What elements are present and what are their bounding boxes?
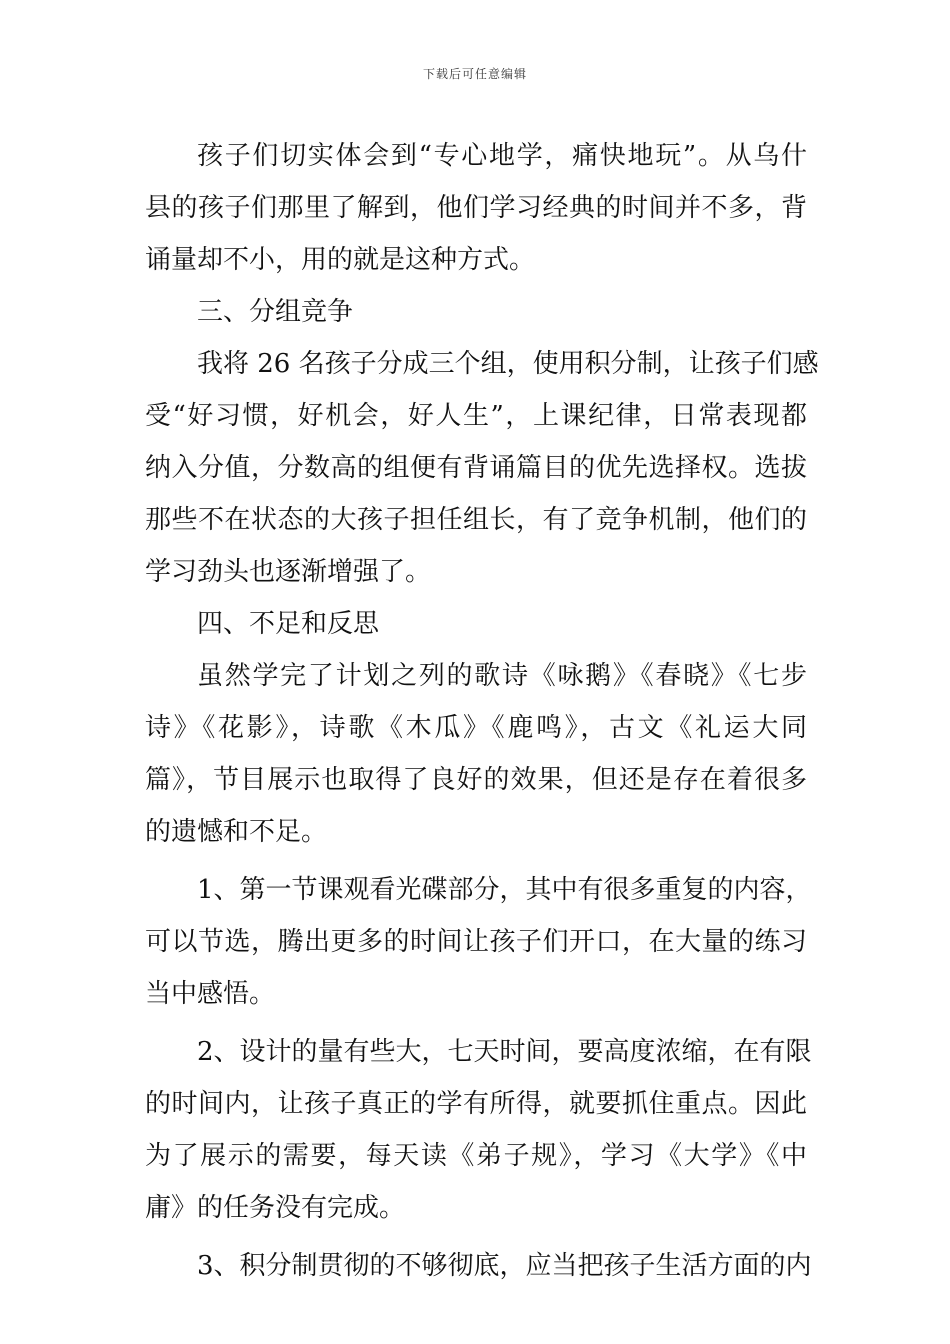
- paragraph: [145, 1026, 812, 1234]
- paragraph: [145, 650, 807, 858]
- text-line: 受“好习惯，好机会，好人生”，上课纪律，日常表现都: [145, 401, 807, 431]
- paragraph: [145, 338, 819, 598]
- text-line: 县的孩子们那里了解到，他们学习经典的时间并不多，背: [145, 193, 807, 223]
- text-line: 诗》《花影》，诗歌《木瓜》《鹿鸣》，古文《礼运大同: [145, 713, 807, 743]
- text-line: 那些不在状态的大孩子担任组长，有了竞争机制，他们的: [145, 505, 807, 535]
- text-line: 1、第一节课观看光碟部分，其中有很多重复的内容，: [197, 875, 812, 905]
- text-line: 学习劲头也逐渐增强了。: [145, 557, 432, 587]
- text-line: 的时间内，让孩子真正的学有所得，就要抓住重点。因此: [145, 1089, 807, 1119]
- text-line: 四、不足和反思: [197, 609, 380, 639]
- text-line: 诵量却不小，用的就是这种方式。: [145, 245, 536, 275]
- section-heading: [145, 286, 807, 338]
- text-line: 2、设计的量有些大，七天时间，要高度浓缩，在有限: [197, 1037, 812, 1067]
- text-line: 篇》，节目展示也取得了良好的效果，但还是存在着很多: [145, 765, 807, 795]
- text-line: 为了展示的需要，每天读《弟子规》，学习《大学》《中: [145, 1141, 807, 1171]
- text-line: 当中感悟。: [145, 979, 276, 1009]
- paragraph: [145, 1240, 812, 1292]
- section-heading: [145, 598, 807, 650]
- text-line: 可以节选，腾出更多的时间让孩子们开口，在大量的练习: [145, 927, 807, 957]
- text-line: 纳入分值，分数高的组便有背诵篇目的优先选择权。选拔: [145, 453, 807, 483]
- page-header: 下载后可任意编辑: [422, 67, 527, 81]
- paragraph: [145, 130, 807, 286]
- text-line: 的遗憾和不足。: [145, 817, 328, 847]
- document-body: [145, 130, 819, 1292]
- text-line: 庸》的任务没有完成。: [145, 1193, 406, 1223]
- text-line: 虽然学完了计划之列的歌诗《咏鹅》《春晓》《七步: [197, 661, 807, 691]
- text-line: 三、分组竞争: [197, 297, 354, 327]
- text-line: 3、积分制贯彻的不够彻底，应当把孩子生活方面的内: [197, 1251, 812, 1281]
- text-line: 孩子们切实体会到“专心地学，痛快地玩”。从乌什: [197, 141, 807, 171]
- text-line: 我将 26 名孩子分成三个组，使用积分制，让孩子们感: [197, 349, 819, 379]
- paragraph: [145, 864, 812, 1020]
